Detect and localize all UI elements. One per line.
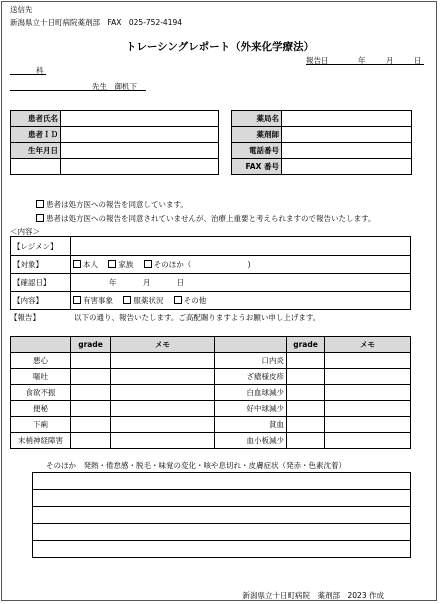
target-family-option[interactable]	[108, 260, 133, 269]
target-other-checkbox[interactable]	[144, 260, 152, 268]
phone-row	[232, 143, 412, 159]
target-row	[11, 256, 411, 274]
patient-info-table	[10, 110, 219, 175]
grade-field-leukopenia[interactable]	[287, 385, 325, 401]
other-symptoms-box	[32, 472, 411, 558]
pharmacist-field[interactable]	[282, 127, 412, 143]
grade-field-nausea[interactable]	[71, 353, 111, 369]
target-other-close: )	[247, 260, 251, 269]
page-title: トレーシングレポート（外来化学療法）	[125, 41, 315, 53]
toxicity-row	[11, 369, 411, 385]
target-family-text: 家族	[118, 260, 134, 269]
report-date-label: 報告日	[306, 56, 329, 65]
symptom-constipation: 便秘	[11, 401, 71, 417]
target-other-option[interactable]	[144, 260, 192, 269]
symptom-peripheral-neuropathy: 末梢神経障害	[11, 433, 71, 449]
birthdate-row	[11, 143, 219, 159]
send-to-label: 送信先	[10, 5, 33, 14]
grade-field-thrombocytopenia[interactable]	[287, 433, 325, 449]
confirm-date-field[interactable]	[71, 274, 411, 292]
target-self-checkbox[interactable]	[73, 260, 81, 268]
memo-field-thrombocytopenia[interactable]	[325, 433, 411, 449]
target-label: 【対象】	[11, 256, 71, 274]
patient-extra-row	[11, 159, 219, 175]
target-family-checkbox[interactable]	[108, 260, 116, 268]
consent-not-agreed-checkbox[interactable]	[36, 214, 44, 222]
content-adherence-text: 服薬状況	[133, 296, 164, 305]
regimen-label: 【レジメン】	[11, 237, 71, 256]
report-date-day: 日	[414, 56, 422, 65]
memo-field-leukopenia[interactable]	[325, 385, 411, 401]
content-table	[10, 236, 411, 310]
consent-not-agreed-option[interactable]	[36, 213, 375, 224]
pharmacy-name-row	[232, 111, 412, 127]
consent-agreed-option[interactable]	[36, 199, 188, 210]
patient-name-field[interactable]	[61, 111, 219, 127]
consent-agreed-text: 患者は処方医への報告を同意しています。	[46, 200, 188, 209]
doctor-underline	[10, 90, 146, 91]
grade-field-vomiting[interactable]	[71, 369, 111, 385]
report-date-underline	[306, 64, 424, 65]
content-adverse-option[interactable]	[73, 296, 113, 305]
content-adherence-option[interactable]	[123, 296, 163, 305]
patient-id-label: 患者ＩＤ	[11, 127, 61, 143]
target-other-text: そのほか（	[153, 260, 192, 269]
confirm-date-row	[11, 274, 411, 292]
content-other-text: その他	[183, 296, 207, 305]
pharmacy-name-label: 薬局名	[232, 111, 282, 127]
content-other-checkbox[interactable]	[174, 296, 182, 304]
patient-extra-field[interactable]	[61, 159, 219, 175]
regimen-field[interactable]	[71, 237, 411, 256]
content-options	[71, 292, 411, 310]
grade-field-stomatitis[interactable]	[287, 353, 325, 369]
grade-field-anemia[interactable]	[287, 417, 325, 433]
toxicity-table	[10, 336, 411, 449]
content-label: 【内容】	[11, 292, 71, 310]
grade-field-neutropenia[interactable]	[287, 401, 325, 417]
symptom-acneiform-rash: ざ瘡様皮疹	[215, 369, 287, 385]
patient-name-row	[11, 111, 219, 127]
regimen-row	[11, 237, 411, 256]
pharmacist-row	[232, 127, 412, 143]
memo-header-right: メモ	[325, 337, 411, 353]
memo-field-nausea[interactable]	[111, 353, 215, 369]
memo-field-acneiform-rash[interactable]	[325, 369, 411, 385]
symptom-anorexia: 食欲不振	[11, 385, 71, 401]
memo-field-stomatitis[interactable]	[325, 353, 411, 369]
symptom-diarrhea: 下痢	[11, 417, 71, 433]
content-adverse-checkbox[interactable]	[73, 296, 81, 304]
target-self-text: 本人	[83, 260, 98, 269]
consent-agreed-checkbox[interactable]	[36, 200, 44, 208]
grade-header-left: grade	[71, 337, 111, 353]
patient-extra-cell	[11, 159, 61, 175]
fax-field[interactable]	[282, 159, 412, 175]
confirm-month: 月	[142, 278, 151, 287]
pharmacist-label: 薬剤師	[232, 127, 282, 143]
report-date-month: 月	[386, 56, 394, 65]
grade-field-constipation[interactable]	[71, 401, 111, 417]
target-options	[71, 256, 411, 274]
fax-form-page	[1, 1, 437, 601]
other-symptoms-line[interactable]	[33, 490, 411, 507]
other-symptoms-label: そのほか 発熱・倦怠感・脱毛・味覚の変化・咳や息切れ・皮膚症状（発赤・色素沈着）	[46, 461, 346, 470]
confirm-date-label: 【確認日】	[11, 274, 71, 292]
symptom-stomatitis: 口内炎	[215, 353, 287, 369]
content-row	[11, 292, 411, 310]
grade-header-right: grade	[287, 337, 325, 353]
birthdate-field[interactable]	[61, 143, 219, 159]
doctor-label: 先生 御机下	[92, 82, 137, 91]
confirm-day: 日	[176, 278, 185, 287]
toxicity-row	[11, 433, 411, 449]
memo-header-left: メモ	[111, 337, 215, 353]
report-date-year: 年	[358, 56, 366, 65]
report-label: 【報告】	[10, 313, 40, 322]
report-text: 以下の通り、報告いたします。ご高配賜りますようお願い申し上げます。	[74, 313, 321, 322]
other-symptoms-line[interactable]	[33, 541, 411, 558]
other-symptoms-line[interactable]	[33, 507, 411, 524]
memo-field-peripheral-neuropathy[interactable]	[111, 433, 215, 449]
toxicity-header-blank-right	[215, 337, 287, 353]
consent-not-agreed-text: 患者は処方医への報告を同意されていませんが、治療上重要と考えられますので報告いたします。	[46, 214, 376, 223]
patient-id-row	[11, 127, 219, 143]
toxicity-header-blank-left	[11, 337, 71, 353]
birthdate-label: 生年月日	[11, 143, 61, 159]
content-other-option[interactable]	[174, 296, 207, 305]
other-symptoms-line[interactable]	[33, 524, 411, 541]
target-self-option[interactable]	[73, 260, 98, 269]
toxicity-row	[11, 385, 411, 401]
symptom-anemia: 貧血	[215, 417, 287, 433]
other-symptoms-line[interactable]	[33, 473, 411, 490]
memo-field-anorexia[interactable]	[111, 385, 215, 401]
symptom-nausea: 悪心	[11, 353, 71, 369]
pharmacy-info-table	[231, 110, 412, 175]
department-underline	[10, 74, 46, 75]
grade-field-anorexia[interactable]	[71, 385, 111, 401]
symptom-leukopenia: 白血球減少	[215, 385, 287, 401]
grade-field-peripheral-neuropathy[interactable]	[71, 433, 111, 449]
content-adverse-text: 有害事象	[83, 296, 113, 305]
fax-row	[232, 159, 412, 175]
fax-label: FAX 番号	[232, 159, 282, 175]
toxicity-header-row	[11, 337, 411, 353]
phone-field[interactable]	[282, 143, 412, 159]
footer-credit: 新潟県立十日町病院 薬剤部 2023 作成	[242, 591, 384, 600]
symptom-vomiting: 嘔吐	[11, 369, 71, 385]
content-heading: ＜内容＞	[10, 227, 40, 236]
content-adherence-checkbox[interactable]	[123, 296, 131, 304]
toxicity-row	[11, 417, 411, 433]
patient-id-field[interactable]	[61, 127, 219, 143]
memo-field-anemia[interactable]	[325, 417, 411, 433]
confirm-year: 年	[109, 278, 117, 287]
pharmacy-name-field[interactable]	[282, 111, 412, 127]
patient-name-label: 患者氏名	[11, 111, 61, 127]
fax-line: 新潟県立十日町病院薬剤部 FAX 025-752-4194	[10, 18, 183, 27]
department-label: 科	[36, 66, 44, 75]
toxicity-row	[11, 401, 411, 417]
grade-field-diarrhea[interactable]	[71, 417, 111, 433]
toxicity-row	[11, 353, 411, 369]
grade-field-acneiform-rash[interactable]	[287, 369, 325, 385]
memo-field-constipation[interactable]	[111, 401, 215, 417]
memo-field-diarrhea[interactable]	[111, 417, 215, 433]
memo-field-neutropenia[interactable]	[325, 401, 411, 417]
symptom-neutropenia: 好中球減少	[215, 401, 287, 417]
memo-field-vomiting[interactable]	[111, 369, 215, 385]
phone-label: 電話番号	[232, 143, 282, 159]
symptom-thrombocytopenia: 血小板減少	[215, 433, 287, 449]
